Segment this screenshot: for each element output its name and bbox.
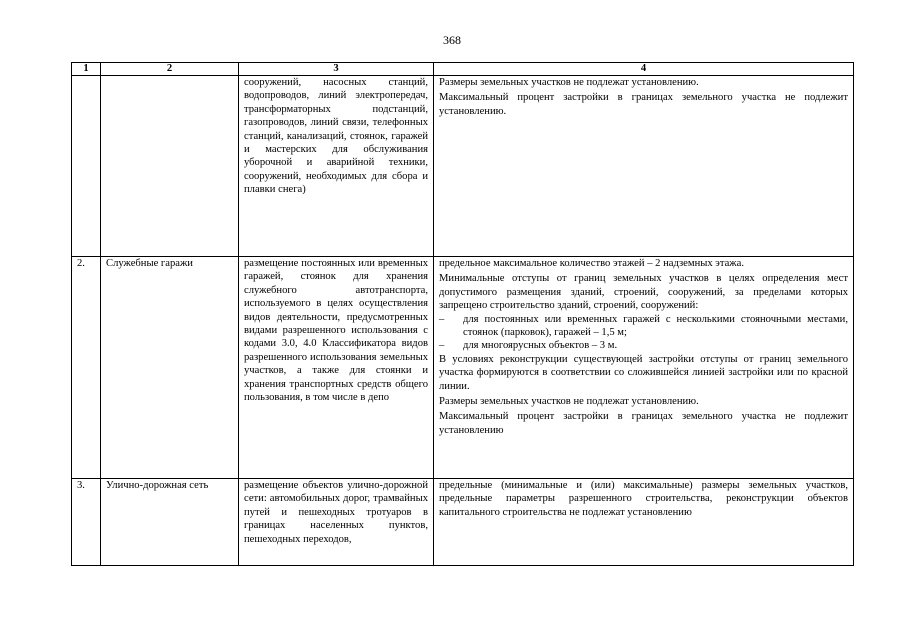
row-number: 3. xyxy=(72,479,101,566)
param-paragraph: В условиях реконструкции существующей застройки отступы от границ земельного участка формируются в соответствии со сложившейся линией застройки или по красной линии. xyxy=(439,353,848,392)
row-description: размещение постоянных или временных гаражей, стоянок для хранения служебного автотранспорта, используемого в целях осуществления видов деятельности, предусмотренных видами разрешенного использования с кодами 3.0, 4.0 Классификатора видов разрешенного использования земельных участков, а также для стоянки и хранения транспортных средств общего пользования, в том числе в депо xyxy=(239,257,434,479)
param-paragraph: предельное максимальное количество этажей – 2 надземных этажа. xyxy=(439,258,744,269)
param-paragraph: Максимальный процент застройки в границах земельного участка не подлежит установлению. xyxy=(439,92,848,117)
row-number: 2. xyxy=(72,257,101,479)
table-header-row xyxy=(72,63,854,76)
param-paragraph: предельные (минимальные и (или) максимальные) размеры земельных участков, предельные параметры разрешенного строительства, реконструкции объектов капитального строительства не подлежат установлению xyxy=(439,480,848,518)
row-parameters xyxy=(434,76,854,257)
header-col-3: 3 xyxy=(239,63,434,76)
dash-list-item xyxy=(439,339,848,352)
page-number: 368 xyxy=(443,33,461,47)
header-col-2: 2 xyxy=(101,63,239,76)
row-number xyxy=(72,76,101,257)
param-paragraph: Размеры земельных участков не подлежат установлению. xyxy=(439,396,699,408)
row-parameters xyxy=(434,257,854,479)
table-row xyxy=(72,479,854,566)
dash-bullet: – xyxy=(439,313,445,325)
table-row xyxy=(72,76,854,257)
row-name xyxy=(101,76,239,257)
dash-list-item xyxy=(439,313,848,340)
param-paragraph: Размеры земельных участков не подлежат установлению. xyxy=(439,77,699,88)
header-col-4: 4 xyxy=(434,63,854,76)
dash-bullet: – xyxy=(439,340,445,352)
regulations-table xyxy=(71,62,854,566)
row-name: Улично-дорожная сеть xyxy=(101,479,239,566)
row-parameters xyxy=(434,479,854,566)
table-row xyxy=(72,257,854,479)
dash-item-text: для постоянных или временных гаражей с несколькими стояночными местами, стоянок (парковок), гаражей – 1,5 м; xyxy=(463,313,848,339)
dash-item-text: для многоярусных объектов – 3 м. xyxy=(463,340,618,352)
header-col-1: 1 xyxy=(72,63,101,76)
row-description: сооружений, насосных станций, водопроводов, линий электропередач, трансформаторных подстанций, газопроводов, линий связи, телефонных станций, канализаций, стоянок, гаражей и мастерских для обслуживания уборочной и аварийной техники, сооружений, необходимых для сбора и плавки снега) xyxy=(239,76,434,257)
row-description: размещение объектов улично-дорожной сети: автомобильных дорог, трамвайных путей и пешеходных тротуаров в границах населенных пунктов, пешеходных переходов, xyxy=(239,479,434,566)
param-paragraph: Максимальный процент застройки в границах земельного участка не подлежит установлению xyxy=(439,411,848,436)
param-paragraph: Минимальные отступы от границ земельных участков в целях определения мест допустимого размещения зданий, строений, сооружений, за пределами которых запрещено строительство зданий, строений, сооружений: xyxy=(439,273,848,312)
row-name: Служебные гаражи xyxy=(101,257,239,479)
